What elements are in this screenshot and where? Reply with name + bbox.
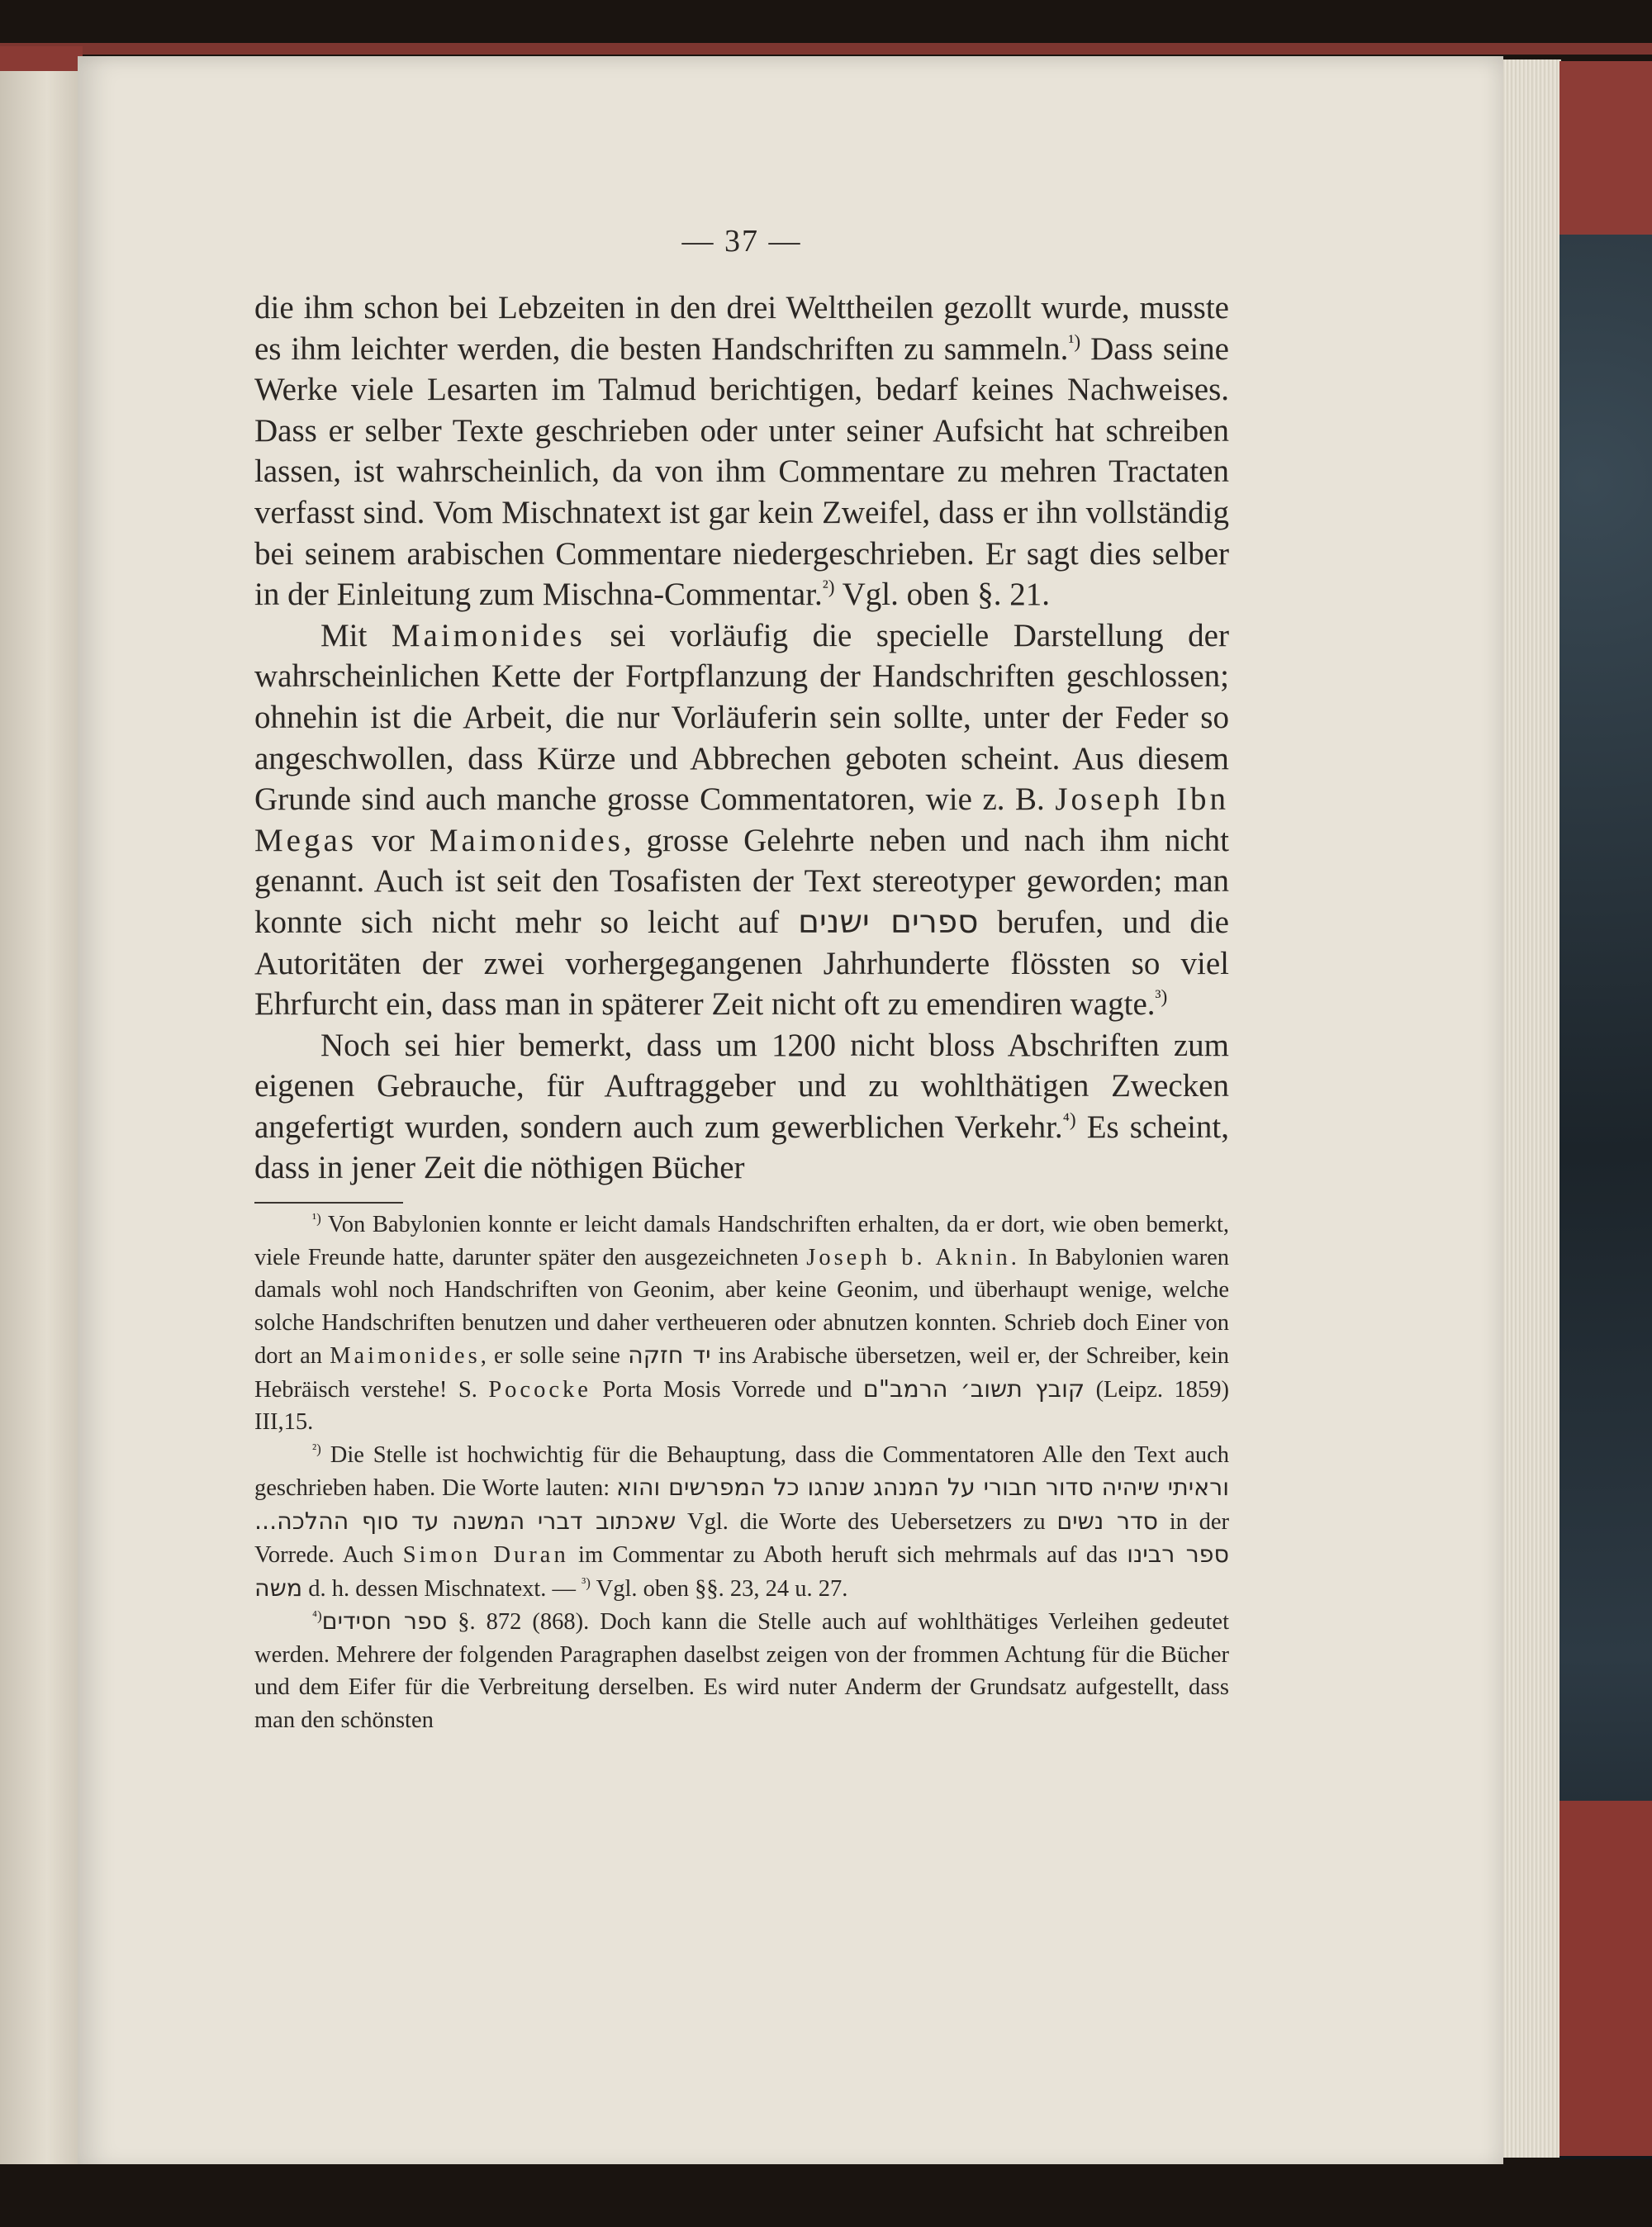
left-page-edge [0, 50, 78, 2164]
main-text [254, 287, 1229, 1189]
text-span: Dass seine Werke viele Lesarten im Talmud berichtigen, bedarf keines Nachweises. Dass er selber Texte geschrieben oder unter seiner Aufsicht hat schreiben lassen, ist wahrscheinlich, da von ihm Commentare zu mehren Tractaten verfasst sind. Vom Mischnatext ist gar kein Zweifel, dass er ihn vollständig bei seinem arabischen Commentare niedergeschrieben. Er sagt dies selber in der Einleitung zum Mischna-Commentar. [254, 330, 1229, 613]
text-span: Mit [320, 617, 392, 653]
footnote-2 [254, 1439, 1229, 1606]
person-name: Joseph b. Aknin. [806, 1244, 1020, 1270]
person-name: Maimonides [330, 1343, 481, 1370]
cover-corner-top [1559, 61, 1652, 235]
person-name: Maimonides [429, 822, 624, 858]
text-span: (Leipz. 1859) III,15. [254, 1376, 1229, 1436]
text-span: berufen, und die Autoritäten der zwei vorhergegangenen Jahrhunderte flössten so viel Ehrfurcht ein, dass man in späterer Zeit nicht oft zu emendiren wagte. [254, 904, 1229, 1023]
paragraph-1 [254, 287, 1229, 615]
text-span: ins Arabische übersetzen, weil er, der Schreiber, kein Hebräisch verstehe! S. [254, 1343, 1230, 1403]
background-shadow [0, 2164, 1652, 2227]
hebrew-phrase: ספר חסידים [321, 1607, 448, 1636]
footnote-mark: ²) [312, 1441, 321, 1457]
footnote-4 [254, 1605, 1229, 1736]
hebrew-phrase: קובץ תשוב׳ הרמב"ם [862, 1375, 1085, 1403]
footnote-divider [254, 1202, 403, 1204]
footnote-mark: ⁴) [312, 1607, 322, 1624]
footnote-ref-1: ¹) [1068, 330, 1081, 353]
text-span: Es scheint, dass in jener Zeit die nöthigen Bücher [254, 1109, 1229, 1186]
footnote-mark: ¹) [312, 1210, 321, 1227]
hebrew-phrase: סדר נשים [1056, 1507, 1159, 1535]
person-name: Maimonides [391, 617, 586, 653]
text-span: im Commentar zu Aboth heruft sich mehrmals auf das [568, 1542, 1127, 1569]
text-span: Vgl. die Worte des Uebersetzers zu [676, 1508, 1057, 1535]
person-name: Pococke [488, 1376, 591, 1403]
text-span: vor [356, 822, 430, 858]
footnote-ref-2: ²) [822, 577, 835, 599]
person-name: Simon Duran [402, 1542, 569, 1569]
page-number: — 37 — [681, 224, 802, 259]
footnote-1 [254, 1208, 1229, 1439]
paragraph-2 [254, 615, 1229, 1025]
text-span: Noch sei hier bemerkt, dass um 1200 nicht bloss Abschriften zum eigenen Gebrauche, für Auftraggeber und zu wohlthätigen Zwecken angefertigt wurden, sondern auch zum gewerblichen Verkehr. [254, 1027, 1229, 1145]
text-span: Vgl. oben §§. 23, 24 u. 27. [591, 1575, 848, 1602]
text-span: Von Babylonien konnte er leicht damals Handschriften erhalten, da er dort, wie oben bemerkt, viele Freunde hatte, darunter später den ausgezeichneten [254, 1212, 1229, 1270]
text-span: In Babylonien waren damals wohl noch Handschriften von Geonim, aber keine Geonim, und überhaupt wenige, welche solche Handschriften benutzen und daher vertheueren oder abnutzen konnten. Schrieb doch Einer von dort an [254, 1244, 1229, 1370]
paragraph-3 [254, 1025, 1229, 1189]
page-edges [1503, 59, 1561, 2158]
text-span: Vgl. oben §. 21. [834, 577, 1050, 613]
book-binding-top [0, 43, 1652, 55]
hebrew-phrase: יד חזקה [628, 1341, 711, 1370]
text-span: d. h. dessen Mischnatext. — [302, 1575, 582, 1602]
page-content [254, 223, 1229, 1736]
text-span: §. 872 (868). Doch kann die Stelle auch auf wohlthätiges Verleihen gedeutet werden. Mehrere der folgenden Paragraphen daselbst zeigen von der frommen Achtung für die Bücher und dem Eifer für die Verbreitung derselben. Es wird nuter Anderm der Grundsatz aufgestellt, dass man den schönsten [254, 1609, 1229, 1733]
footnote-ref-3: ³) [1155, 986, 1168, 1009]
footnote-ref-4: ⁴) [1062, 1109, 1076, 1131]
text-span: sei vorläufig die specielle Darstellung der wahrscheinlichen Kette der Fortpflanzung der Handschriften geschlossen; ohnehin ist die Arbeit, die nur Vorläuferin sein sollte, unter der Feder so angeschwollen, dass Kürze und Abbrechen geboten scheint. Aus diesem Grunde sind auch manche grosse Commentatoren, wie z. B. [254, 617, 1229, 818]
text-span: , er solle seine [480, 1343, 629, 1370]
hebrew-quote: וראיתי שיהיה סדור חבורי על המנהג שנהגו כל המפרשים והוא שאכתוב דברי המשנה עד סוף ההלכה... [254, 1474, 1229, 1535]
hebrew-phrase: ספרים ישנים [798, 903, 979, 941]
footnotes [254, 1208, 1229, 1736]
text-span: , grosse Gelehrte neben und nach ihm nicht genannt. Auch ist seit den Tosafisten der Text stereotyper geworden; man konnte sich nicht mehr so leicht auf [254, 822, 1229, 940]
text-span: Die Stelle ist hochwichtig für die Behauptung, dass die Commentatoren Alle den Text auch geschrieben haben. Die Worte lauten: [254, 1441, 1229, 1502]
text-span: Porta Mosis Vorrede und [591, 1376, 863, 1403]
left-cover-edge [0, 46, 83, 71]
text-span: die ihm schon bei Lebzeiten in den drei Welttheilen gezollt wurde, musste es ihm leichter werden, die besten Handschriften zu sammeln. [254, 290, 1229, 367]
person-name: Joseph Ibn Megas [254, 781, 1229, 858]
footnote-mark: ³) [582, 1574, 591, 1591]
hebrew-phrase: ספר רבינו משה [254, 1541, 1229, 1602]
cover-corner-bottom [1559, 1801, 1652, 2156]
text-span: in der Vorrede. Auch [254, 1508, 1230, 1569]
